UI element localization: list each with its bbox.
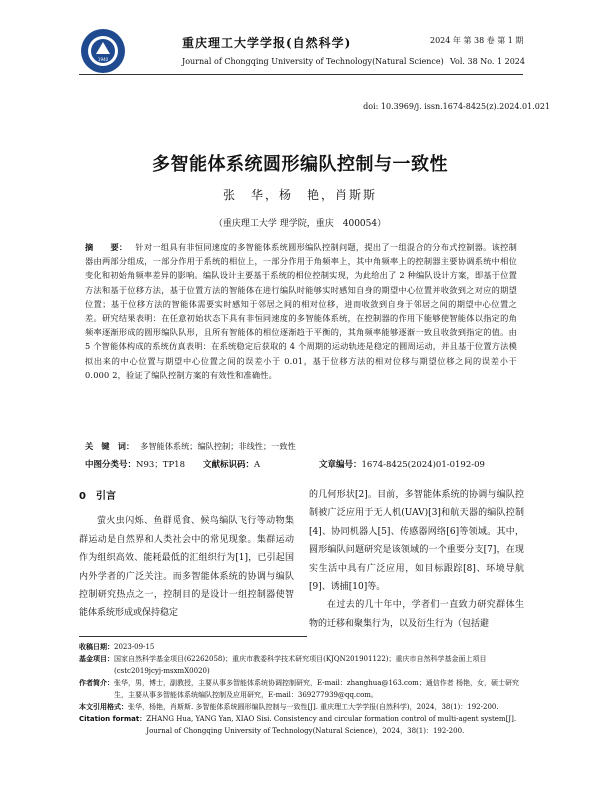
clc-label: 中图分类号： bbox=[85, 460, 137, 470]
article-no-label: 文章编号： bbox=[319, 460, 362, 470]
journal-title-en: Journal of Chongqing University of Technology(Natural Science) bbox=[182, 57, 444, 66]
received-date: 收稿日期：2023-09-15 bbox=[79, 643, 155, 651]
body-paragraph: 的几何形状[2]。目前，多智能体系统的协调与编队控制被广泛应用于无人机(UAV)[3]和航天器的编队控制[4]、协同机器人[5]、传感器网络[6]等领域。其中，圆形编队问题研究是该领域的一个重要分支[7]，在现实生活中具有广泛应用，如目标跟踪[8]、环境导航[9]、诱捕[10]等。 bbox=[309, 490, 524, 593]
keywords bbox=[85, 439, 517, 453]
volume-cn: 2024 年 第 38 卷 第 1 期 bbox=[430, 36, 524, 45]
citation-en: Citation format： ZHANG Hua, YANG Yan, XIAO Sisi. Consistency and circular formation control of multi-agent system[J]. Journal of Chongqing University of Technology(Natural Science)，2024，38(1)：192-200. bbox=[79, 715, 517, 735]
footnote-rule bbox=[79, 636, 307, 637]
abstract-text: 针对一组具有非恒同速度的多智能体系统圆形编队控制问题，提出了一组混合的分布式控制器。该控制器由两部分组成，一部分作用于系统的相位上，一部分作用于角频率上，其中角频率上的控制器主要协调系统中相位变化和初始角频率差异的影响。编队设计主要基于系统的相位控制实现，为此给出了 2 种编队设计方案，即基于位置方法和基于位移方法，基于位置方法的智能体在进行编队时能够实时感知自身的期望中心位置并收敛到之对应的期望位置；基于位移方法的智能体需要实时感知于邻居之间的相对位移，进而收敛到自身于邻居之间的期望中心位置之差。研究结果表明：在任意初始状态下具有非恒同速度的多智能体系统，在控制器的作用下能够使智能体以指定的角频率逐渐形成的圆形编队队形，且所有智能体的相位逐渐趋于平衡的，其角频率能够逐渐一致且收敛到指定的值。由 5 个智能体构成的系统仿真表明：在系统稳定后获取的 4 个周期的运动轨迹是稳定的圆周运动，并且基于位置方法模拟出来的中心位置与期望中心位置之间的误差小于 0.01，基于位移方法的相对位移与期望位移之间的误差小于 0.000 2，验证了编队控制方案的有效性和准确性。 bbox=[85, 242, 517, 380]
paper-title: 多智能体系统圆形编队控制与一致性 bbox=[152, 154, 448, 175]
keywords-label: 关 键 词： bbox=[85, 441, 135, 451]
clc-value: N93；TP18 bbox=[136, 460, 185, 470]
doc-code-value: A bbox=[254, 460, 261, 470]
journal-title-cn: 重庆理工大学学报(自然科学) bbox=[182, 36, 352, 50]
volume-en: Vol. 38 No. 1 2024 bbox=[450, 57, 525, 66]
affiliation: （重庆理工大学 理学院，重庆 400054） bbox=[213, 219, 387, 229]
citation-cn: 本文引用格式： 张华，杨艳，肖斯斯. 多智能体系统圆形编队控制与一致性[J]. 重庆理工大学学报(自然科学)，2024，38(1)：192-200. bbox=[79, 703, 499, 711]
header-rule bbox=[79, 74, 523, 75]
fund-info: 基金项目： 国家自然科学基金项目(62262058)；重庆市教委科学技术研究项目(KJQN201901122)；重庆市自然科学基金面上项目(cstc2019jcyj-msxmX0020) bbox=[79, 655, 487, 675]
keywords-text: 多智能体系统；编队控制；非线性；一致性 bbox=[140, 441, 296, 451]
body-paragraph: 在过去的几十年中，学者们一直致力研究群体生物的迁移和聚集行为，以及衍生行为（包括避 bbox=[309, 600, 524, 629]
body-left-column bbox=[79, 486, 294, 623]
logo-year: 1940 bbox=[97, 57, 109, 62]
abstract bbox=[85, 240, 517, 382]
article-no-value: 1674-8425(2024)01-0192-09 bbox=[361, 460, 485, 470]
university-logo bbox=[80, 28, 126, 74]
doc-code-label: 文献标识码： bbox=[203, 460, 255, 470]
abstract-label: 摘 要： bbox=[85, 242, 128, 252]
footnotes bbox=[79, 641, 523, 737]
authors: 张 华，杨 艳，肖斯斯 bbox=[222, 188, 377, 202]
doi[interactable]: doi: 10.3969/j. issn.1674-8425(z).2024.01.021 bbox=[363, 102, 550, 111]
author-info: 作者简介： 张华，男，博士，副教授，主要从事多智能体系统协调控制研究，E-mail：zhanghua@163.com；通信作者 杨艳，女，硕士研究生，主要从事多智能体系统编队控制及应用研究，E-mail：369277939@qq.com。 bbox=[79, 679, 520, 699]
body-right-column bbox=[309, 486, 524, 633]
body-paragraph: 萤火虫闪烁、鱼群觅食、候鸟编队飞行等动物集群运动是自然界和人类社会中的常见现象。集群运动作为组织高效、能耗最低的汇组织行为[1]，已引起国内外学者的广泛关注。而多智能体系统的协调与编队控制研究热点之一，控制目的是设计一组控制器使智能体系统形成或保持稳定 bbox=[79, 516, 294, 619]
section-heading: 0 引言 bbox=[79, 491, 116, 502]
